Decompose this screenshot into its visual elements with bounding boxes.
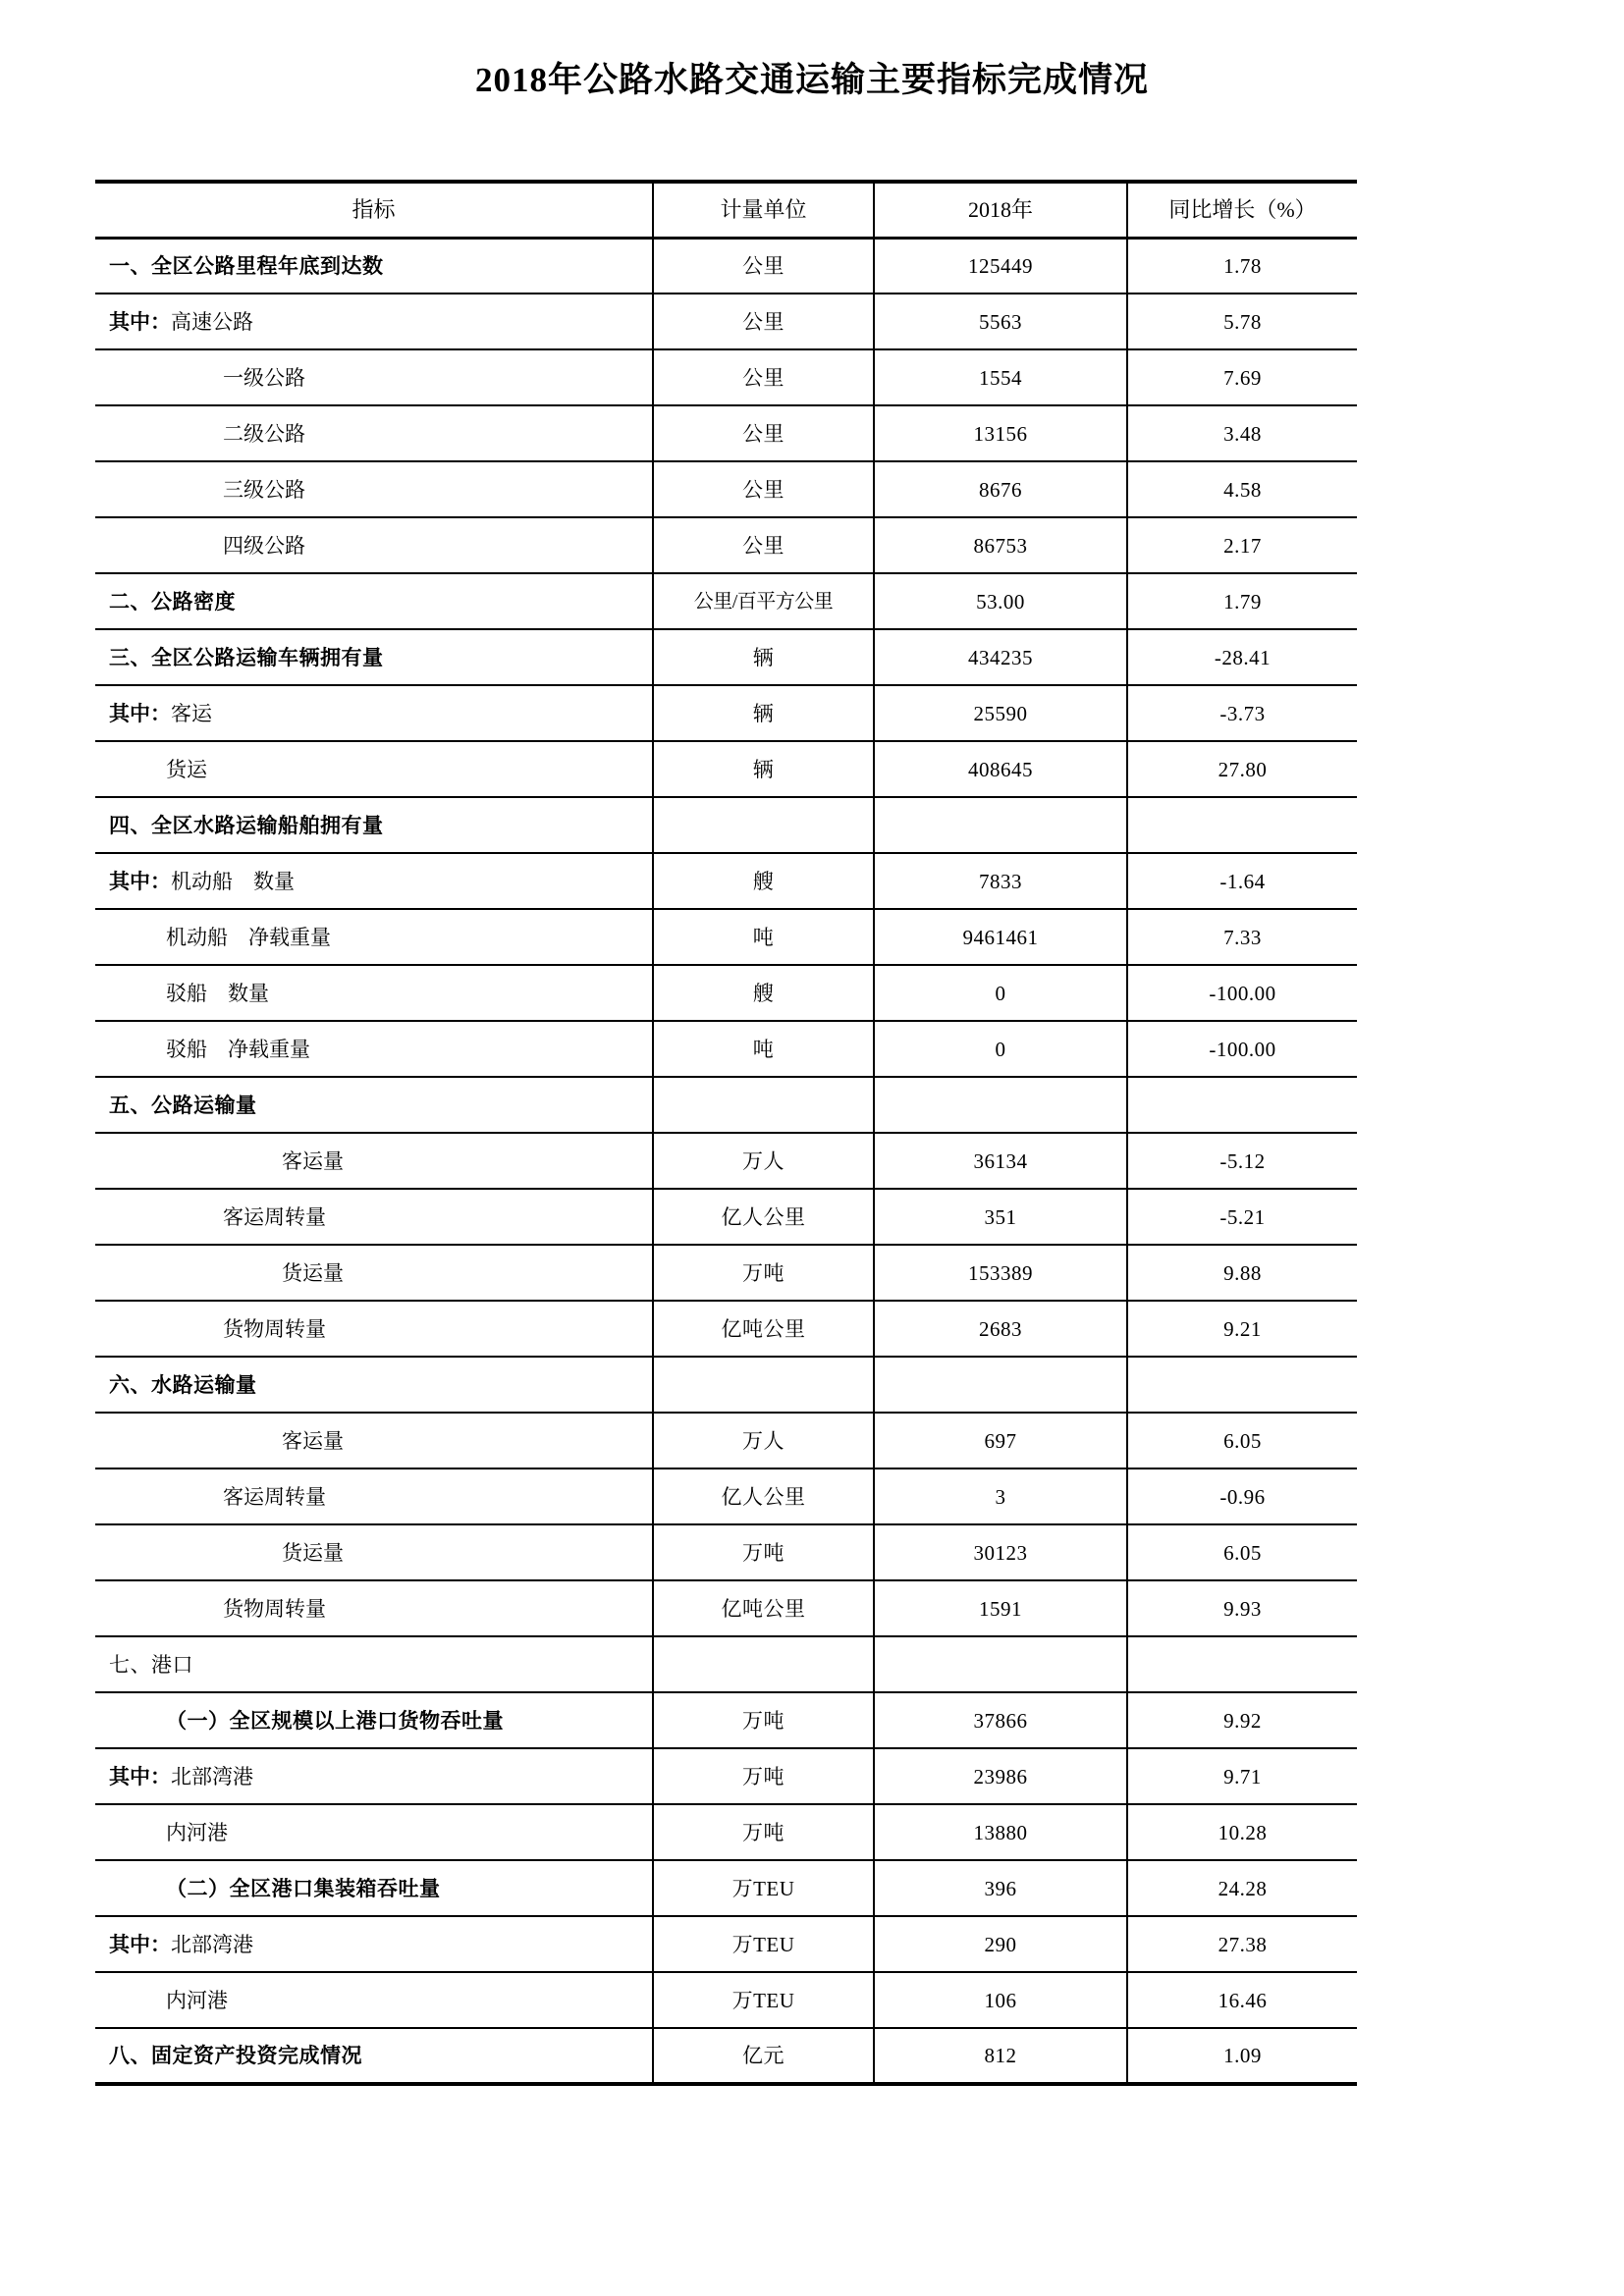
cell-value: [874, 461, 1127, 517]
unit-value: 吨: [752, 925, 775, 949]
cell-yoy: [1127, 1245, 1357, 1301]
indicator-label: 其中：北部湾港: [109, 1932, 253, 1956]
indicator-label: 客运量: [282, 1428, 344, 1453]
column-header-indicator: [95, 182, 653, 238]
cell-value: [874, 1021, 1127, 1077]
column-header-value: [874, 182, 1127, 238]
cell-unit: [653, 1189, 874, 1245]
table-row: [95, 238, 1357, 294]
cell-value: [874, 405, 1127, 461]
cell-yoy: [1127, 1133, 1357, 1189]
cell-unit: [653, 1580, 874, 1636]
indicator-label: 机动船 净载重量: [166, 925, 331, 949]
cell-unit: [653, 685, 874, 741]
value-2018: 434235: [968, 645, 1033, 669]
cell-indicator: [95, 461, 653, 517]
cell-unit: [653, 1972, 874, 2028]
indicator-label: 二、公路密度: [109, 589, 236, 614]
cell-yoy: [1127, 1468, 1357, 1524]
cell-unit: [653, 965, 874, 1021]
unit-value: 亿吨公里: [721, 1316, 806, 1341]
indicator-label: 其中：机动船 数量: [109, 869, 295, 893]
cell-unit: [653, 1301, 874, 1357]
cell-unit: [653, 1245, 874, 1301]
unit-value: 公里: [742, 533, 785, 558]
cell-indicator: [95, 1077, 653, 1133]
value-2018: 1554: [979, 365, 1022, 390]
cell-unit: [653, 1021, 874, 1077]
unit-value: 亿吨公里: [721, 1596, 806, 1621]
cell-yoy: [1127, 405, 1357, 461]
cell-indicator: [95, 517, 653, 573]
cell-yoy: [1127, 1860, 1357, 1916]
cell-indicator: [95, 1692, 653, 1748]
cell-unit: [653, 1692, 874, 1748]
cell-yoy: [1127, 797, 1357, 853]
value-2018: 1591: [979, 1596, 1022, 1621]
indicator-label: 货运: [166, 757, 207, 781]
cell-yoy: [1127, 517, 1357, 573]
yoy-growth: -1.64: [1219, 869, 1266, 893]
cell-value: [874, 238, 1127, 294]
yoy-growth: -100.00: [1209, 981, 1276, 1005]
cell-value: [874, 349, 1127, 405]
cell-value: [874, 1692, 1127, 1748]
indicator-label: 其中：北部湾港: [109, 1764, 253, 1789]
table-row: [95, 1301, 1357, 1357]
cell-indicator: [95, 1245, 653, 1301]
statistics-table-container: [95, 180, 1357, 2086]
cell-indicator: [95, 1301, 653, 1357]
indicator-label: 驳船 数量: [166, 981, 269, 1005]
table-row: [95, 629, 1357, 685]
cell-value: [874, 1245, 1127, 1301]
value-2018: 125449: [968, 253, 1033, 278]
cell-value: [874, 965, 1127, 1021]
yoy-growth: -100.00: [1209, 1037, 1276, 1061]
yoy-growth: 1.09: [1223, 2044, 1262, 2067]
table-row: [95, 1133, 1357, 1189]
cell-yoy: [1127, 1580, 1357, 1636]
table-row: [95, 2028, 1357, 2084]
indicator-label: 七、港口: [109, 1652, 193, 1677]
cell-value: [874, 853, 1127, 909]
indicator-label: 四、全区水路运输船舶拥有量: [109, 813, 384, 837]
cell-unit: [653, 1077, 874, 1133]
unit-value: 吨: [752, 1037, 775, 1061]
cell-value: [874, 1580, 1127, 1636]
value-2018: 153389: [968, 1260, 1033, 1285]
yoy-growth: 27.38: [1218, 1932, 1268, 1956]
cell-value: [874, 1860, 1127, 1916]
table-row: [95, 1972, 1357, 2028]
cell-indicator: [95, 1972, 653, 2028]
cell-value: [874, 685, 1127, 741]
unit-value: 万人: [742, 1148, 785, 1173]
value-2018: 23986: [973, 1764, 1028, 1789]
cell-unit: [653, 1804, 874, 1860]
cell-yoy: [1127, 685, 1357, 741]
value-2018: 5563: [979, 309, 1022, 334]
yoy-growth: 5.78: [1223, 309, 1262, 334]
yoy-growth: 9.92: [1223, 1708, 1262, 1733]
value-2018: 86753: [973, 533, 1028, 558]
yoy-growth: 6.05: [1223, 1428, 1262, 1453]
unit-value: 万TEU: [731, 1876, 795, 1900]
cell-yoy: [1127, 853, 1357, 909]
unit-value: 万人: [742, 1428, 785, 1453]
table-row: [95, 517, 1357, 573]
value-2018: 408645: [968, 757, 1033, 781]
unit-value: 亿人公里: [721, 1204, 806, 1229]
table-row: [95, 909, 1357, 965]
yoy-growth: 16.46: [1218, 1988, 1268, 2012]
unit-value: 万吨: [742, 1820, 785, 1844]
cell-value: [874, 1077, 1127, 1133]
indicator-label: 八、固定资产投资完成情况: [109, 2044, 362, 2067]
table-row: [95, 1636, 1357, 1692]
yoy-growth: 7.69: [1223, 365, 1262, 390]
column-header-unit: [653, 182, 874, 238]
table-row: [95, 1916, 1357, 1972]
cell-yoy: [1127, 909, 1357, 965]
cell-unit: [653, 573, 874, 629]
value-2018: 290: [984, 1932, 1017, 1956]
cell-yoy: [1127, 1021, 1357, 1077]
cell-value: [874, 741, 1127, 797]
cell-indicator: [95, 405, 653, 461]
cell-indicator: [95, 629, 653, 685]
table-row: [95, 1357, 1357, 1413]
yoy-growth: 1.78: [1223, 253, 1262, 278]
value-2018: 53.00: [976, 589, 1025, 614]
indicator-label: 一、全区公路里程年底到达数: [109, 253, 384, 278]
cell-value: [874, 1133, 1127, 1189]
unit-value: 万吨: [742, 1260, 785, 1285]
table-row: [95, 797, 1357, 853]
value-2018: 37866: [973, 1708, 1028, 1733]
cell-indicator: [95, 2028, 653, 2084]
indicator-label: 客运周转量: [223, 1204, 326, 1229]
yoy-growth: -5.21: [1219, 1204, 1266, 1229]
table-row: [95, 1189, 1357, 1245]
value-2018: 13156: [973, 421, 1028, 446]
cell-unit: [653, 238, 874, 294]
unit-value: 万吨: [742, 1540, 785, 1565]
table-row: [95, 1245, 1357, 1301]
cell-indicator: [95, 1357, 653, 1413]
cell-yoy: [1127, 1636, 1357, 1692]
indicator-label: 一级公路: [223, 365, 305, 390]
column-header-indicator-label: 指标: [352, 196, 396, 222]
cell-yoy: [1127, 1524, 1357, 1580]
indicator-label: 其中：高速公路: [109, 309, 253, 334]
cell-yoy: [1127, 573, 1357, 629]
cell-indicator: [95, 1133, 653, 1189]
unit-value: 艘: [752, 869, 775, 893]
yoy-growth: 1.79: [1223, 589, 1262, 614]
unit-value: 公里: [742, 477, 785, 502]
cell-yoy: [1127, 294, 1357, 349]
cell-indicator: [95, 573, 653, 629]
cell-value: [874, 1748, 1127, 1804]
yoy-growth: -3.73: [1219, 701, 1266, 725]
indicator-label: 货运量: [282, 1540, 344, 1565]
value-2018: 9461461: [962, 925, 1039, 949]
cell-value: [874, 1804, 1127, 1860]
unit-value: 万吨: [742, 1708, 785, 1733]
cell-yoy: [1127, 965, 1357, 1021]
column-header-yoy-label: 同比增长（%）: [1168, 196, 1317, 222]
yoy-growth: 10.28: [1218, 1820, 1268, 1844]
unit-value: 公里/百平方公里: [693, 590, 834, 613]
cell-indicator: [95, 1468, 653, 1524]
unit-value: 辆: [752, 645, 775, 669]
cell-yoy: [1127, 1413, 1357, 1468]
value-2018: 36134: [973, 1148, 1028, 1173]
cell-yoy: [1127, 1972, 1357, 2028]
cell-unit: [653, 1468, 874, 1524]
yoy-growth: -5.12: [1219, 1148, 1266, 1173]
value-2018: 8676: [979, 477, 1022, 502]
table-row: [95, 405, 1357, 461]
table-row: [95, 741, 1357, 797]
cell-value: [874, 1413, 1127, 1468]
cell-indicator: [95, 1021, 653, 1077]
table-row: [95, 1468, 1357, 1524]
table-row: [95, 685, 1357, 741]
indicator-label: 内河港: [166, 1820, 228, 1844]
yoy-growth: 9.71: [1223, 1764, 1262, 1789]
value-2018: 106: [984, 1988, 1017, 2012]
cell-yoy: [1127, 2028, 1357, 2084]
cell-indicator: [95, 909, 653, 965]
indicator-label: 客运周转量: [223, 1484, 326, 1509]
cell-unit: [653, 517, 874, 573]
table-row: [95, 1748, 1357, 1804]
cell-unit: [653, 294, 874, 349]
cell-indicator: [95, 1524, 653, 1580]
table-row: [95, 853, 1357, 909]
cell-unit: [653, 797, 874, 853]
yoy-growth: 4.58: [1223, 477, 1262, 502]
cell-indicator: [95, 741, 653, 797]
table-row: [95, 1413, 1357, 1468]
table-row: [95, 461, 1357, 517]
page-title: 2018年公路水路交通运输主要指标完成情况: [474, 61, 1149, 99]
cell-value: [874, 1524, 1127, 1580]
cell-unit: [653, 349, 874, 405]
yoy-growth: -28.41: [1214, 645, 1272, 669]
table-row: [95, 349, 1357, 405]
cell-yoy: [1127, 349, 1357, 405]
indicator-label: 货物周转量: [223, 1596, 326, 1621]
unit-value: 公里: [742, 309, 785, 334]
cell-unit: [653, 1748, 874, 1804]
indicator-label: 三级公路: [223, 477, 305, 502]
indicator-label: 二级公路: [223, 421, 305, 446]
cell-yoy: [1127, 238, 1357, 294]
value-2018: 13880: [973, 1820, 1028, 1844]
cell-yoy: [1127, 1916, 1357, 1972]
cell-yoy: [1127, 1077, 1357, 1133]
yoy-growth: 2.17: [1223, 533, 1262, 558]
statistics-table: [95, 180, 1357, 2086]
unit-value: 万TEU: [731, 1988, 795, 2012]
cell-unit: [653, 405, 874, 461]
yoy-growth: 9.21: [1223, 1316, 1262, 1341]
cell-unit: [653, 461, 874, 517]
indicator-label: 内河港: [166, 1988, 228, 2012]
table-row: [95, 1524, 1357, 1580]
cell-yoy: [1127, 1189, 1357, 1245]
value-2018: 3: [995, 1484, 1006, 1509]
indicator-label: 客运量: [282, 1148, 344, 1173]
cell-unit: [653, 1357, 874, 1413]
value-2018: 351: [984, 1204, 1017, 1229]
cell-indicator: [95, 1804, 653, 1860]
yoy-growth: 3.48: [1223, 421, 1262, 446]
yoy-growth: 9.88: [1223, 1260, 1262, 1285]
cell-unit: [653, 1133, 874, 1189]
indicator-label: 货运量: [282, 1260, 344, 1285]
table-row: [95, 294, 1357, 349]
table-row: [95, 1580, 1357, 1636]
unit-value: 公里: [742, 253, 785, 278]
cell-yoy: [1127, 1301, 1357, 1357]
table-row: [95, 1860, 1357, 1916]
cell-value: [874, 1916, 1127, 1972]
unit-value: 辆: [752, 701, 775, 725]
cell-unit: [653, 1916, 874, 1972]
indicator-label: （一）全区规模以上港口货物吞吐量: [166, 1708, 504, 1733]
cell-unit: [653, 1524, 874, 1580]
cell-indicator: [95, 685, 653, 741]
cell-unit: [653, 1413, 874, 1468]
cell-yoy: [1127, 1748, 1357, 1804]
cell-indicator: [95, 294, 653, 349]
cell-value: [874, 797, 1127, 853]
cell-value: [874, 294, 1127, 349]
cell-indicator: [95, 853, 653, 909]
cell-value: [874, 629, 1127, 685]
value-2018: 812: [984, 2044, 1017, 2067]
yoy-growth: 6.05: [1223, 1540, 1262, 1565]
cell-unit: [653, 1636, 874, 1692]
table-row: [95, 1692, 1357, 1748]
cell-yoy: [1127, 461, 1357, 517]
cell-yoy: [1127, 1692, 1357, 1748]
cell-value: [874, 1357, 1127, 1413]
indicator-label: 六、水路运输量: [109, 1372, 257, 1397]
unit-value: 艘: [752, 981, 775, 1005]
indicator-label: （二）全区港口集装箱吞吐量: [166, 1876, 441, 1900]
cell-value: [874, 1972, 1127, 2028]
unit-value: 公里: [742, 421, 785, 446]
yoy-growth: 7.33: [1223, 925, 1262, 949]
cell-yoy: [1127, 1804, 1357, 1860]
column-header-value-label: 2018年: [967, 196, 1033, 222]
unit-value: 辆: [752, 757, 775, 781]
value-2018: 396: [984, 1876, 1017, 1900]
cell-indicator: [95, 965, 653, 1021]
cell-value: [874, 909, 1127, 965]
cell-value: [874, 1468, 1127, 1524]
table-row: [95, 573, 1357, 629]
table-header-row: [95, 182, 1357, 238]
unit-value: 公里: [742, 365, 785, 390]
table-row: [95, 1021, 1357, 1077]
indicator-label: 五、公路运输量: [109, 1093, 257, 1117]
unit-value: 亿人公里: [721, 1484, 806, 1509]
cell-indicator: [95, 797, 653, 853]
value-2018: 2683: [979, 1316, 1022, 1341]
indicator-label: 货物周转量: [223, 1316, 326, 1341]
cell-indicator: [95, 1916, 653, 1972]
yoy-growth: 9.93: [1223, 1596, 1262, 1621]
unit-value: 亿元: [742, 2044, 785, 2067]
value-2018: 25590: [973, 701, 1028, 725]
cell-value: [874, 1301, 1127, 1357]
indicator-label: 其中：客运: [109, 701, 212, 725]
cell-value: [874, 517, 1127, 573]
column-header-yoy: [1127, 182, 1357, 238]
cell-unit: [653, 909, 874, 965]
cell-value: [874, 2028, 1127, 2084]
column-header-unit-label: 计量单位: [720, 196, 807, 222]
cell-indicator: [95, 1636, 653, 1692]
table-row: [95, 1077, 1357, 1133]
value-2018: 0: [995, 1037, 1006, 1061]
value-2018: 0: [995, 981, 1006, 1005]
cell-unit: [653, 1860, 874, 1916]
cell-indicator: [95, 1748, 653, 1804]
value-2018: 7833: [979, 869, 1022, 893]
indicator-label: 三、全区公路运输车辆拥有量: [109, 645, 384, 669]
cell-yoy: [1127, 629, 1357, 685]
value-2018: 30123: [973, 1540, 1028, 1565]
table-row: [95, 1804, 1357, 1860]
cell-indicator: [95, 1189, 653, 1245]
indicator-label: 四级公路: [223, 533, 305, 558]
cell-unit: [653, 741, 874, 797]
cell-value: [874, 1636, 1127, 1692]
cell-indicator: [95, 1860, 653, 1916]
unit-value: 万TEU: [731, 1932, 795, 1956]
cell-value: [874, 573, 1127, 629]
value-2018: 697: [984, 1428, 1017, 1453]
table-row: [95, 965, 1357, 1021]
cell-indicator: [95, 238, 653, 294]
indicator-label: 驳船 净载重量: [166, 1037, 310, 1061]
unit-value: 万吨: [742, 1764, 785, 1789]
cell-unit: [653, 2028, 874, 2084]
yoy-growth: -0.96: [1219, 1484, 1266, 1509]
yoy-growth: 24.28: [1218, 1876, 1268, 1900]
cell-unit: [653, 629, 874, 685]
cell-unit: [653, 853, 874, 909]
cell-yoy: [1127, 741, 1357, 797]
yoy-growth: 27.80: [1218, 757, 1268, 781]
cell-indicator: [95, 349, 653, 405]
cell-value: [874, 1189, 1127, 1245]
cell-indicator: [95, 1413, 653, 1468]
cell-yoy: [1127, 1357, 1357, 1413]
cell-indicator: [95, 1580, 653, 1636]
